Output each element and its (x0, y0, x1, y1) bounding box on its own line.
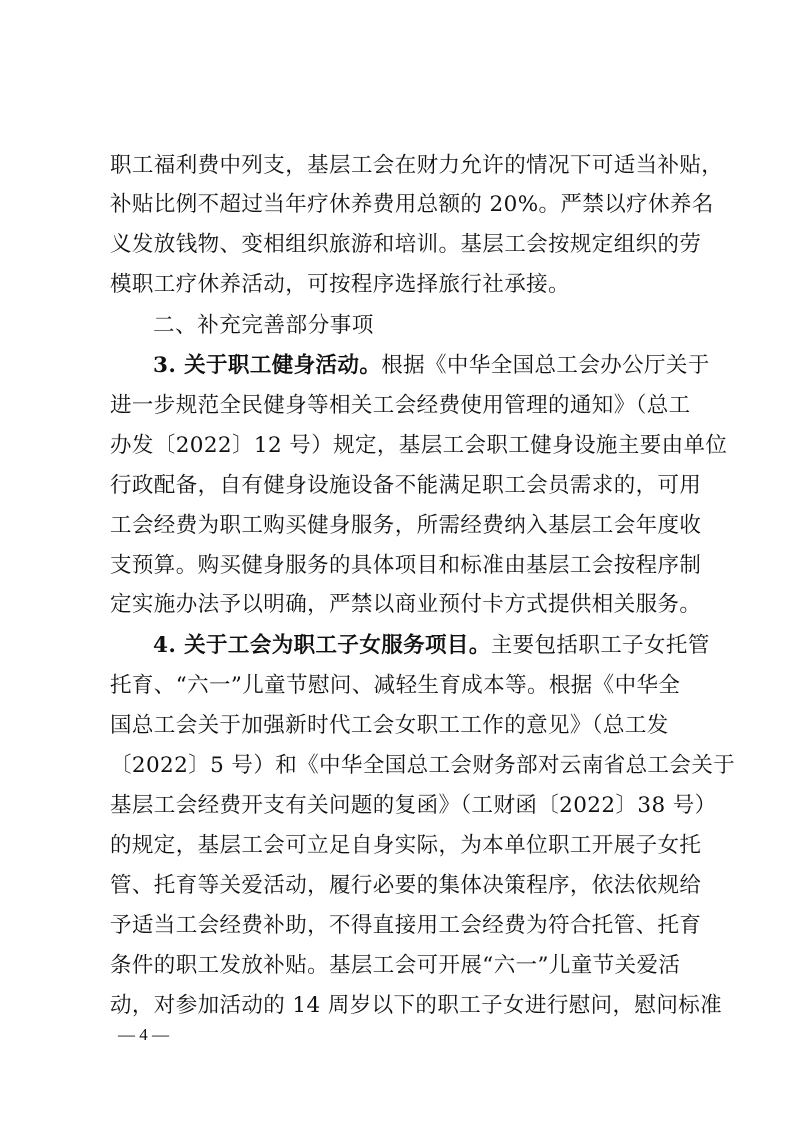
page-number: — 4 — (118, 1025, 169, 1044)
paragraph-line: 职工福利费中列支，基层工会在财力允许的情况下可适当补贴， (110, 153, 724, 178)
paragraph-line: 〔2022〕5 号）和《中华全国总工会财务部对云南省总工会关于 (110, 753, 736, 778)
paragraph-line: 义发放钱物、变相组织旅游和培训。基层工会按规定组织的劳 (110, 232, 702, 257)
item-3-first-line (153, 346, 733, 386)
paragraph-line: 托育、“六一”儿童节慰问、减轻生育成本等。根据《中华全 (110, 673, 681, 698)
paragraph-line: 补贴比例不超过当年疗休养费用总额的 20%。严禁以疗休养名 (110, 192, 714, 217)
paragraph-line: 定实施办法予以明确，严禁以商业预付卡方式提供相关服务。 (110, 592, 702, 617)
paragraph-line: 动，对参加活动的 14 周岁以下的职工子女进行慰问，慰问标准 (110, 993, 723, 1018)
paragraph-line: 行政配备，自有健身设施设备不能满足职工会员需求的，可用 (110, 473, 702, 498)
paragraph-line: 的规定，基层工会可立足自身实际，为本单位职工开展子女托 (110, 833, 702, 858)
paragraph-line: 国总工会关于加强新时代工会女职工工作的意见》（总工发 (110, 713, 669, 738)
paragraph-line: 条件的职工发放补贴。基层工会可开展“六一”儿童节关爱活 (110, 953, 681, 978)
paragraph-line: 进一步规范全民健身等相关工会经费使用管理的通知》（总工 (110, 393, 691, 418)
item-3-title: 3. 关于职工健身活动。 (153, 353, 382, 378)
paragraph-line: 支预算。购买健身服务的具体项目和标准由基层工会按程序制 (110, 553, 702, 578)
paragraph-line: 办发〔2022〕12 号）规定，基层工会职工健身设施主要由单位 (110, 433, 728, 458)
item-4-title: 4. 关于工会为职工子女服务项目。 (153, 633, 491, 658)
item-3-first-line-text: 根据《中华全国总工会办公厅关于 (381, 353, 710, 378)
section-heading: 二、补充完善部分事项 (153, 313, 375, 338)
item-4-first-line-text: 主要包括职工子女托管 (490, 633, 710, 658)
paragraph-line: 基层工会经费开支有关问题的复函》（工财函〔2022〕38 号） (110, 793, 717, 818)
item-4-first-line (153, 626, 733, 666)
paragraph-line: 工会经费为职工购买健身服务，所需经费纳入基层工会年度收 (110, 513, 702, 538)
paragraph-line: 管、托育等关爱活动，履行必要的集体决策程序，依法依规给 (110, 873, 702, 898)
paragraph-line: 模职工疗休养活动，可按程序选择旅行社承接。 (110, 272, 570, 297)
paragraph-line: 予适当工会经费补助，不得直接用工会经费为符合托管、托育 (110, 913, 702, 938)
